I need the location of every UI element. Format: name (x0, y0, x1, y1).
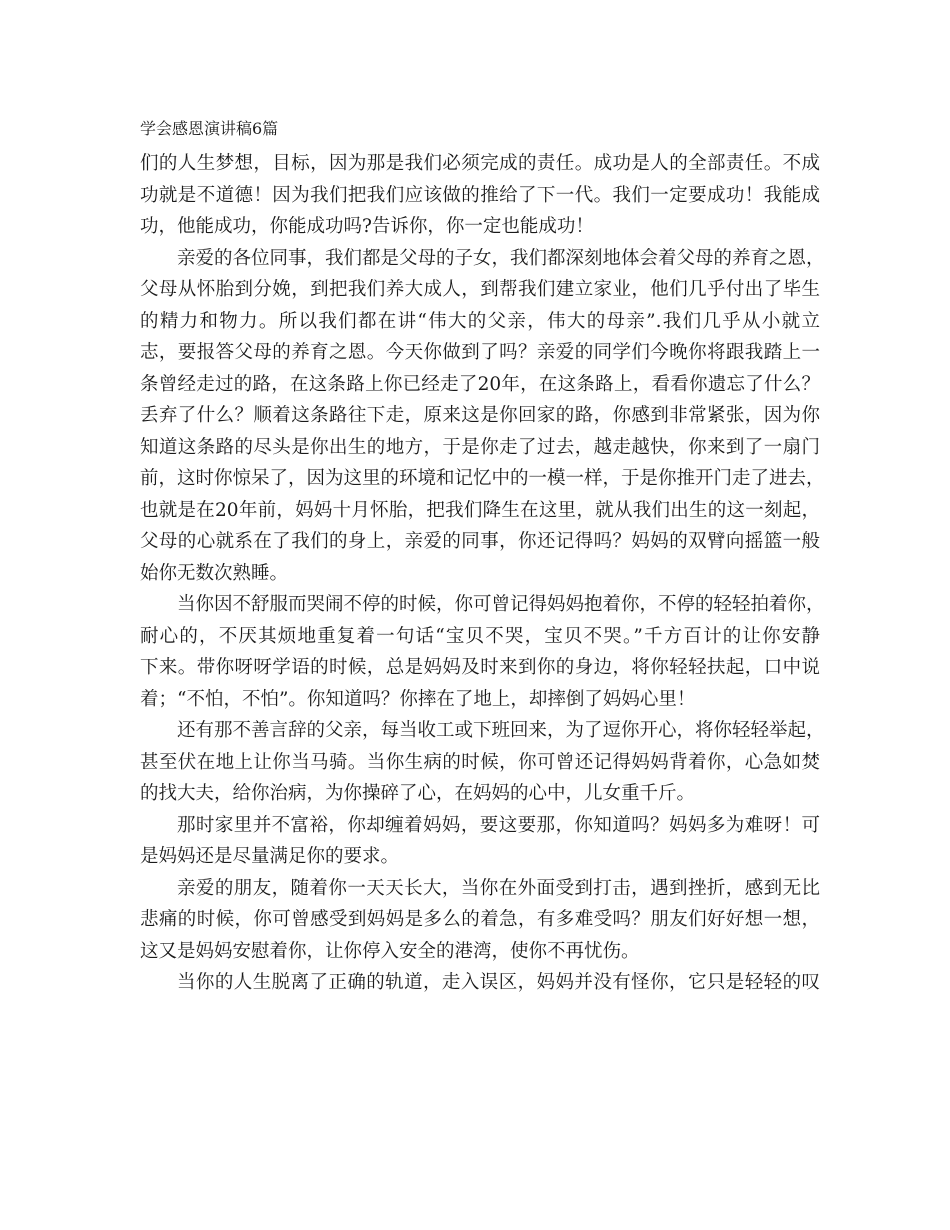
text-line: 当你因不舒服而哭闹不停的时候，你可曾记得妈妈抱着你，不停的轻轻拍着你， (177, 594, 825, 615)
text-line: 亲爱的各位同事，我们都是父母的子女，我们都深刻地体会着父母的养育之恩， (177, 247, 825, 269)
text-line: 当你的人生脱离了正确的轨道，走入误区，妈妈并没有怪你，它只是轻轻的叹 (177, 972, 820, 993)
text-line: 前，这时你惊呆了，因为这里的环境和记忆中的一模一样，于是你推开门走了进去， (140, 468, 825, 489)
text-line: 是妈妈还是尽量满足你的要求。 (140, 846, 400, 867)
text-line: 知道这条路的尽头是你出生的地方，于是你走了过去，越走越快，你来到了一扇门 (140, 436, 820, 458)
text-line: 父母从怀胎到分娩，到把我们养大成人，到帮我们建立家业，他们几乎付出了毕生 (140, 279, 820, 300)
text-line: 条曾经走过的路，在这条路上你已经走了20年，在这条路上，看看你遗忘了什么？ (140, 373, 820, 395)
text-line: 父母的心就系在了我们的身上，亲爱的同事，你还记得吗？妈妈的双臂向摇篮一般 (140, 531, 820, 552)
text-line: 耐心的，不厌其烦地重复着一句话“宝贝不哭，宝贝不哭。”千方百计的让你安静 (140, 625, 820, 647)
document-title: 学会感恩演讲稿6篇 (140, 119, 279, 138)
text-line: 的找大夫，给你治病，为你操碎了心，在妈妈的心中，儿女重千斤。 (140, 783, 696, 804)
text-line: 丢弃了什么？顺着这条路往下走，原来这是你回家的路，你感到非常紧张，因为你 (140, 405, 820, 426)
text-line: 功，他能成功，你能成功吗?告诉你，你一定也能成功！ (140, 216, 594, 237)
text-line: 悲痛的时候，你可曾感受到妈妈是多么的着急，有多难受吗？朋友们好好想一想， (140, 909, 820, 930)
text-line: 亲爱的朋友，随着你一天天长大，当你在外面受到打击，遇到挫折，感到无比 (177, 877, 820, 899)
text-line: 着；“不怕，不怕”。你知道吗？你摔在了地上，却摔倒了妈妈心里！ (140, 688, 696, 710)
text-line: 的精力和物力。所以我们都在讲“伟大的父亲，伟大的母亲”.我们几乎从小就立 (140, 310, 820, 332)
text-line: 也就是在20年前，妈妈十月怀胎，把我们降生在这里，就从我们出生的这一刻起， (140, 499, 820, 521)
text-line: 甚至伏在地上让你当马骑。当你生病的时候，你可曾还记得妈妈背着你，心急如焚 (140, 751, 820, 773)
text-line: 志，要报答父母的养育之恩。今天你做到了吗？亲爱的同学们今晚你将跟我踏上一 (140, 342, 820, 363)
text-line: 下来。带你呀呀学语的时候，总是妈妈及时来到你的身边，将你轻轻扶起，口中说 (140, 657, 820, 678)
document-body (140, 148, 825, 999)
text-line: 功就是不道德！因为我们把我们应该做的推给了下一代。我们一定要成功！我能成 (140, 184, 820, 206)
text-line: 这又是妈妈安慰着你，让你停入安全的港湾，使你不再忧伤。 (140, 940, 640, 962)
text-line: 那时家里并不富裕，你却缠着妈妈，要这要那，你知道吗？妈妈多为难呀！可 (177, 814, 820, 836)
text-line: 始你无数次熟睡。 (140, 562, 289, 584)
text-line: 们的人生梦想，目标，因为那是我们必须完成的责任。成功是人的全部责任。不成 (140, 153, 820, 174)
text-line: 还有那不善言辞的父亲，每当收工或下班回来，为了逗你开心，将你轻轻举起， (177, 720, 825, 741)
